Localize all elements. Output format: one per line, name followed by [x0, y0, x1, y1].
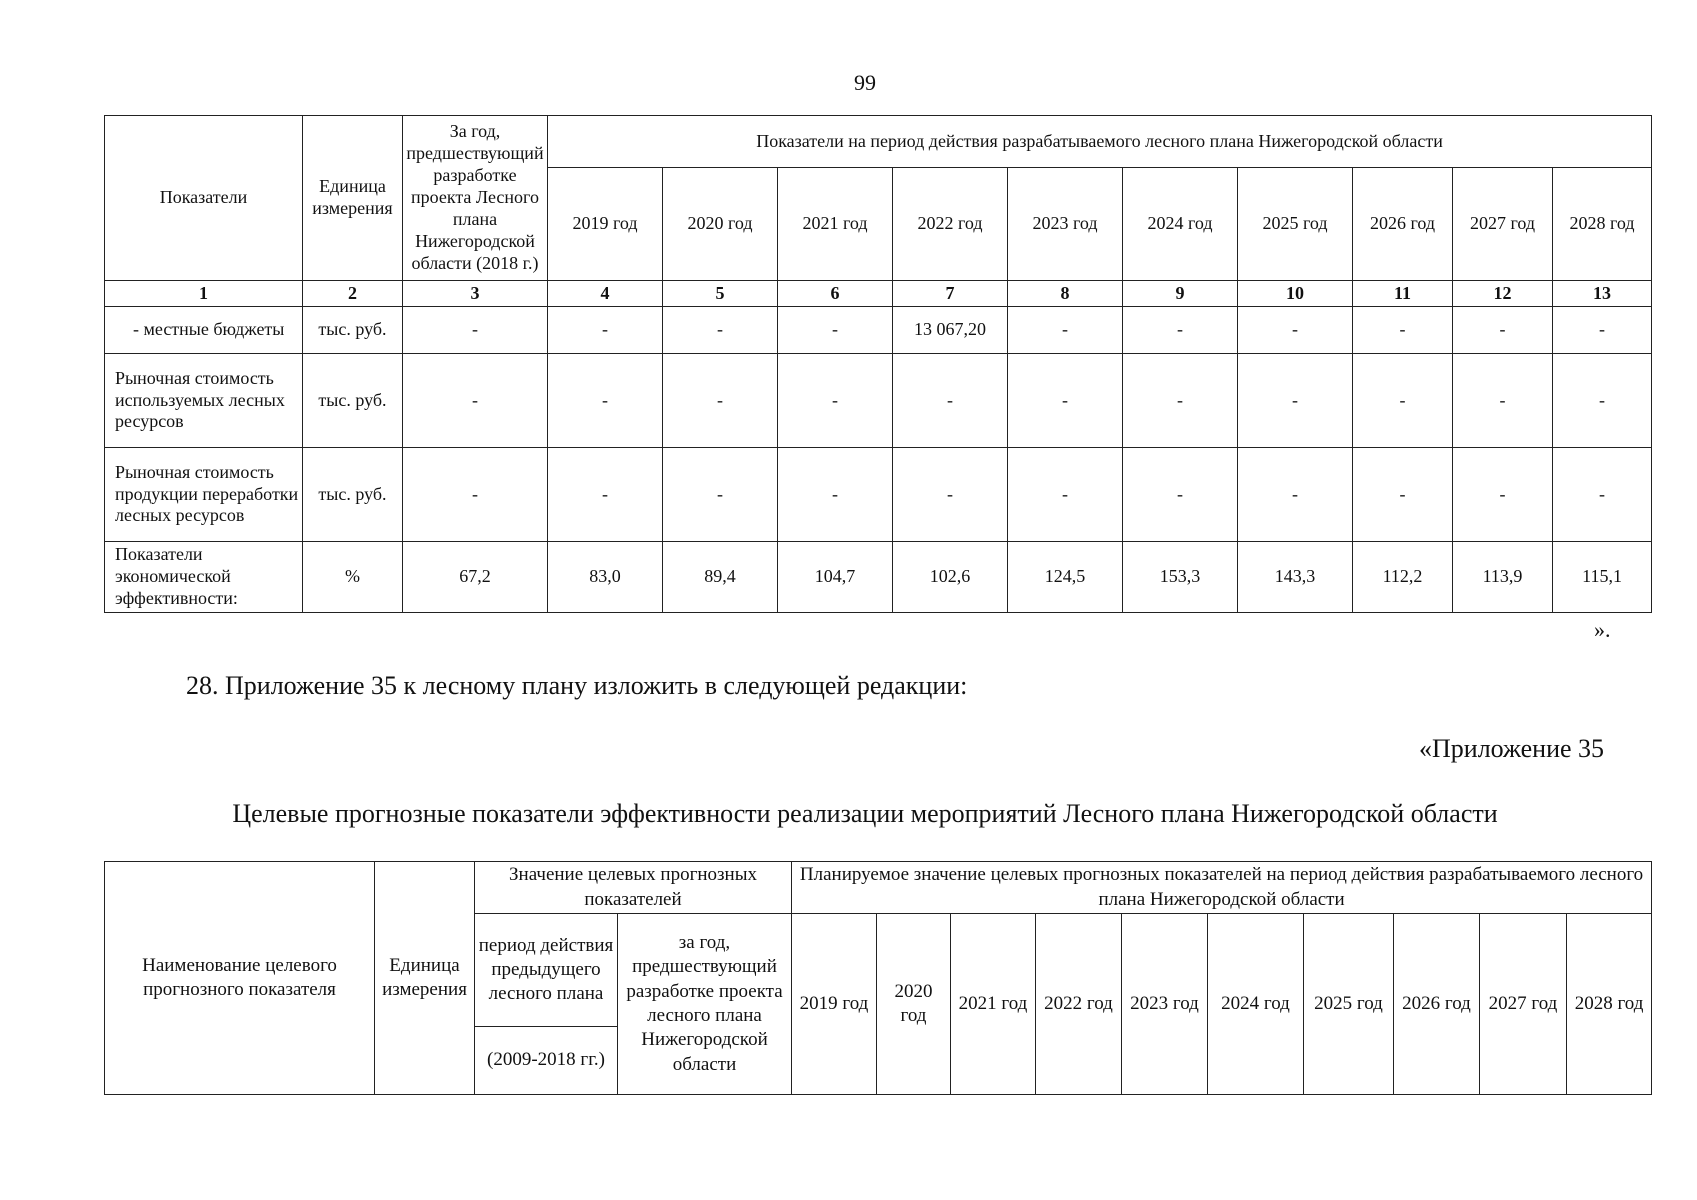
header-target-values: Значение целевых прогнозных показателей — [475, 862, 792, 914]
header-planned-values: Планируемое значение целевых прогнозных показателей на период действия разрабатываемого лесного плана Нижегородской области — [792, 862, 1652, 914]
year-header: 2025 год — [1304, 914, 1394, 1095]
cell-value: - — [1123, 307, 1238, 354]
year-header: 2022 год — [893, 168, 1008, 281]
year-header: 2026 год — [1353, 168, 1453, 281]
table-row — [105, 448, 1652, 542]
header-prev-period-years: (2009-2018 гг.) — [475, 1027, 618, 1095]
cell-value: - — [893, 354, 1008, 448]
cell-value: 67,2 — [403, 542, 548, 613]
cell-value: 89,4 — [663, 542, 778, 613]
year-header: 2023 год — [1008, 168, 1123, 281]
cell-value: 104,7 — [778, 542, 893, 613]
cell-value: - — [1123, 354, 1238, 448]
cell-value: 113,9 — [1453, 542, 1553, 613]
cell-value: 115,1 — [1553, 542, 1652, 613]
column-number: 1 — [105, 281, 303, 307]
cell-value: - — [1453, 307, 1553, 354]
cell-value: - — [1238, 354, 1353, 448]
year-header: 2019 год — [792, 914, 877, 1095]
amendment-item-text: 28. Приложение 35 к лесному плану изложить в следующей редакции: — [186, 671, 968, 700]
cell-value: - — [1008, 307, 1123, 354]
header-period: Показатели на период действия разрабатываемого лесного плана Нижегородской области — [548, 116, 1652, 168]
year-header: 2024 год — [1208, 914, 1304, 1095]
column-number: 2 — [303, 281, 403, 307]
cell-value: 112,2 — [1353, 542, 1453, 613]
cell-value: - — [778, 354, 893, 448]
appendix-label: «Приложение 35 — [1419, 734, 1605, 763]
cell-value: 13 067,20 — [893, 307, 1008, 354]
column-number: 10 — [1238, 281, 1353, 307]
year-header: 2024 год — [1123, 168, 1238, 281]
target-indicators-table — [104, 861, 1652, 1095]
cell-value: - — [663, 448, 778, 542]
year-header: 2019 год — [548, 168, 663, 281]
cell-value: - — [1008, 448, 1123, 542]
year-header: 2028 год — [1553, 168, 1652, 281]
header-unit: Единица измерения — [303, 116, 403, 281]
cell-value: - — [778, 448, 893, 542]
year-header: 2026 год — [1394, 914, 1480, 1095]
cell-value: - — [663, 354, 778, 448]
column-number: 5 — [663, 281, 778, 307]
cell-value: 143,3 — [1238, 542, 1353, 613]
cell-value: - — [663, 307, 778, 354]
column-number: 4 — [548, 281, 663, 307]
cell-value: - — [1553, 354, 1652, 448]
cell-value: 124,5 — [1008, 542, 1123, 613]
header-prev-year: За год, предшествующий разработке проекта Лесного плана Нижегородской области (2018 г.) — [403, 116, 548, 281]
cell-value: - — [1353, 307, 1453, 354]
cell-value: 83,0 — [548, 542, 663, 613]
cell-value: - — [778, 307, 893, 354]
cell-value: - — [1353, 448, 1453, 542]
column-number: 6 — [778, 281, 893, 307]
cell-value: - — [1008, 354, 1123, 448]
cell-value: - — [1238, 448, 1353, 542]
year-header: 2022 год — [1036, 914, 1122, 1095]
year-header: 2020 год — [663, 168, 778, 281]
column-number: 3 — [403, 281, 548, 307]
cell-value: - — [1453, 354, 1553, 448]
cell-value: - — [893, 448, 1008, 542]
cell-value: - — [403, 307, 548, 354]
column-number: 11 — [1353, 281, 1453, 307]
header-indicator-name: Наименование целевого прогнозного показателя — [105, 862, 375, 1095]
cell-value: - — [1553, 307, 1652, 354]
table-row — [105, 354, 1652, 448]
table-row — [105, 307, 1652, 354]
cell-value: - — [1353, 354, 1453, 448]
header-prev-year: за год, предшествующий разработке проекта лесного плана Нижегородской области — [618, 914, 792, 1095]
row-unit: % — [303, 542, 403, 613]
cell-value: 102,6 — [893, 542, 1008, 613]
column-number: 13 — [1553, 281, 1652, 307]
header-indicator: Показатели — [105, 116, 303, 281]
row-unit: тыс. руб. — [303, 448, 403, 542]
column-number: 12 — [1453, 281, 1553, 307]
cell-value: - — [548, 307, 663, 354]
row-label: - местные бюджеты — [105, 307, 303, 354]
cell-value: - — [1123, 448, 1238, 542]
row-label: Рыночная стоимость используемых лесных ресурсов — [105, 354, 303, 448]
closing-quote: ». — [1594, 617, 1611, 642]
table-row — [105, 542, 1652, 613]
row-unit: тыс. руб. — [303, 354, 403, 448]
cell-value: 153,3 — [1123, 542, 1238, 613]
column-number: 7 — [893, 281, 1008, 307]
header-prev-period: период действия предыдущего лесного плана — [475, 914, 618, 1027]
economic-indicators-table — [104, 115, 1652, 613]
year-header: 2027 год — [1453, 168, 1553, 281]
cell-value: - — [1453, 448, 1553, 542]
year-header: 2028 год — [1567, 914, 1652, 1095]
year-header: 2025 год — [1238, 168, 1353, 281]
year-header: 2021 год — [951, 914, 1036, 1095]
cell-value: - — [403, 448, 548, 542]
row-label: Показатели экономической эффективности: — [105, 542, 303, 613]
cell-value: - — [1553, 448, 1652, 542]
year-header: 2021 год — [778, 168, 893, 281]
column-number-row — [105, 281, 1652, 307]
cell-value: - — [548, 354, 663, 448]
cell-value: - — [403, 354, 548, 448]
page-number: 99 — [854, 70, 876, 95]
column-number: 8 — [1008, 281, 1123, 307]
row-label: Рыночная стоимость продукции переработки лесных ресурсов — [105, 448, 303, 542]
row-unit: тыс. руб. — [303, 307, 403, 354]
year-header: 2027 год — [1480, 914, 1567, 1095]
column-number: 9 — [1123, 281, 1238, 307]
year-header: 2023 год — [1122, 914, 1208, 1095]
year-header: 2020 год — [877, 914, 951, 1095]
header-unit: Единица измерения — [375, 862, 475, 1095]
cell-value: - — [548, 448, 663, 542]
section-title: Целевые прогнозные показатели эффективности реализации мероприятий Лесного плана Нижегородской области — [232, 799, 1498, 828]
cell-value: - — [1238, 307, 1353, 354]
